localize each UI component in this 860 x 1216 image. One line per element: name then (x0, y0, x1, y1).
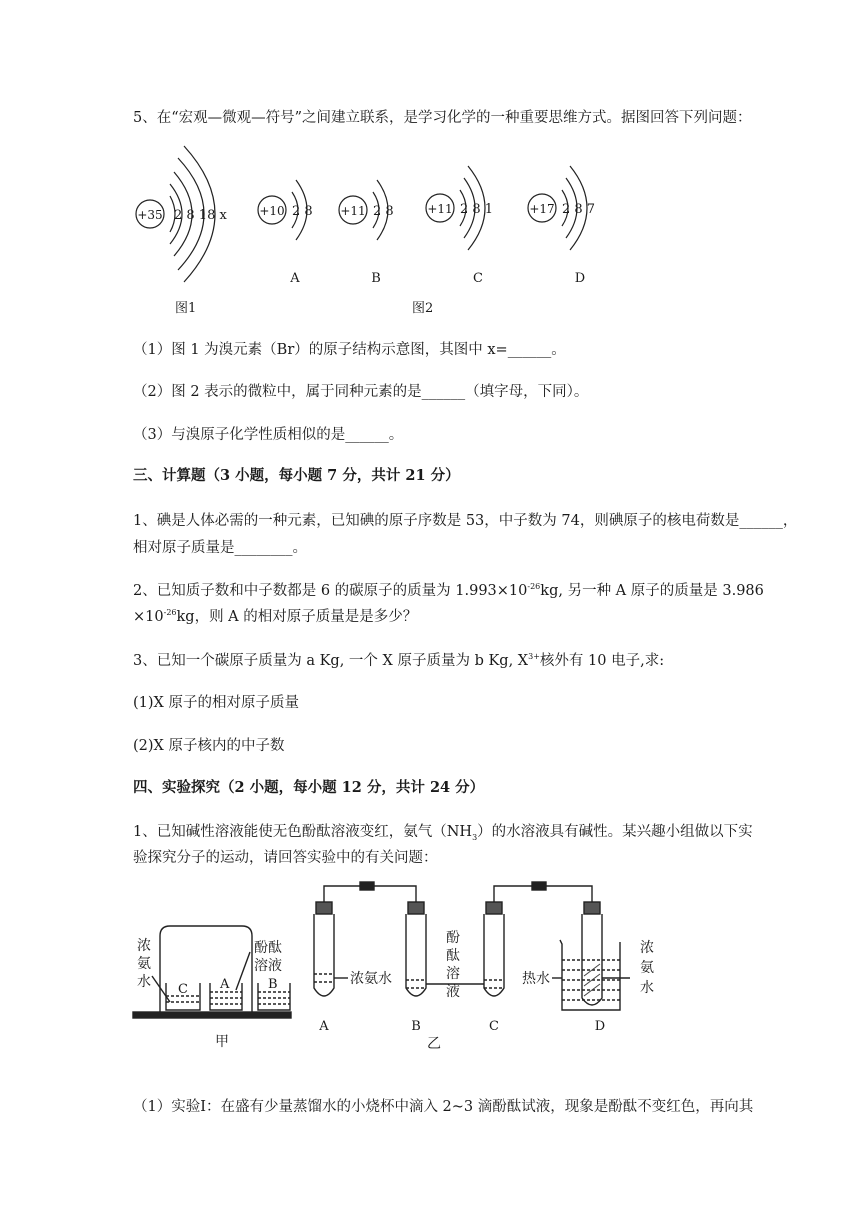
s3-q2-line1-b: kg, 另一种 A 原子的质量是 3.986 (540, 583, 764, 599)
q5-sub1: （1）图 1 为溴元素（Br）的原子结构示意图，其图中 x=______。 (133, 342, 566, 358)
s3-q3-s2: (2)X 原子核内的中子数 (133, 738, 285, 754)
jia-bell-jar (160, 926, 252, 1012)
s3-q2-line2-a: ×10 (133, 609, 164, 625)
fig2-caption: 图2 (412, 301, 434, 316)
yi-ammonia2-label-1: 浓 (640, 940, 654, 956)
particle-a-nucleus-label: +10 (259, 204, 285, 218)
s4-q1-line1-sub: 3 (472, 832, 478, 842)
q5-sub2: （2）图 2 表示的微粒中，属于同种元素的是______（填字母，下同）。 (133, 384, 589, 400)
particle-d-nucleus-label: +17 (529, 202, 555, 216)
particle-b-letter: B (371, 271, 381, 286)
particle-a-letter: A (290, 271, 300, 286)
particle-a-shells-label: 2 8 (292, 204, 313, 219)
particle-c-shells-label: 2 8 1 (460, 202, 494, 217)
s3-q3-a: 3、已知一个碳原子质量为 a Kg, 一个 X 原子质量为 b Kg, X (133, 653, 529, 669)
yi-tube-c: C (489, 1019, 499, 1034)
atom-structure-figure (0, 140, 860, 360)
s3-q2-line2 (133, 605, 417, 626)
yi-tube-d: D (594, 1019, 606, 1034)
s3-q2-line2-exp: -26 (163, 608, 177, 618)
yi-ammonia2-label-3: 水 (640, 980, 654, 996)
s4-exp1: （1）实验Ⅰ：在盛有少量蒸馏水的小烧杯中滴入 2~3 滴酚酞试液，现象是酚酞不变红色，再向其 (133, 1099, 754, 1115)
tube-a-stopper (316, 902, 332, 914)
experiment-figure (0, 880, 860, 1080)
section3-title: 三、计算题（3 小题，每小题 7 分，共计 21 分） (133, 467, 460, 484)
s3-q2-line1-a: 2、已知质子数和中子数都是 6 的碳原子的质量为 1.993×10 (133, 583, 528, 599)
tube-b (406, 914, 426, 996)
s3-q1-line2: 相对原子质量是________。 (133, 540, 307, 556)
tube-c-stopper (486, 902, 502, 914)
fig1-nucleus-label: +35 (137, 208, 163, 222)
tube-b-stopper (408, 902, 424, 914)
s3-q3 (133, 649, 664, 670)
s4-q1-line1-b: ）的水溶液具有碱性。某兴趣小组做以下实 (477, 824, 753, 840)
s4-q1-line1-a: 1、已知碱性溶液能使无色酚酞溶液变红，氨气（NH (133, 824, 473, 840)
section4-title: 四、实验探究（2 小题，每小题 12 分，共计 24 分） (133, 779, 485, 796)
s3-q3-sup: 3+ (528, 652, 540, 662)
q5-sub3: （3）与溴原子化学性质相似的是______。 (133, 427, 404, 443)
yi-phenol-label-3: 溶 (446, 966, 460, 982)
yi-hot-water-label: 热水 (522, 971, 550, 987)
jia-ammonia-label-2: 氨 (137, 956, 151, 972)
particle-d-letter: D (574, 271, 586, 286)
yi-ammonia-label: 浓氨水 (350, 971, 392, 987)
jia-caption: 甲 (215, 1034, 229, 1050)
particle-d-shells-label: 2 8 7 (562, 202, 596, 217)
jia-beaker-c: C (178, 982, 188, 997)
s3-q1-line1: 1、碘是人体必需的一种元素，已知碘的原子序数是 53，中子数为 74，则碘原子的核电荷数是______， (133, 513, 798, 529)
particle-b-nucleus-label: +11 (340, 204, 366, 218)
s3-q2-line1 (133, 579, 764, 600)
tube-c (484, 914, 504, 996)
s4-q1-line1 (133, 820, 753, 841)
tube-a (314, 914, 334, 996)
yi-phenol-label-4: 液 (446, 984, 460, 1000)
yi-tube-b: B (411, 1019, 421, 1034)
yi-phenol-label-1: 酚 (446, 930, 460, 946)
s3-q2-line1-exp: -26 (527, 582, 541, 592)
s4-q1-line2: 验探究分子的运动，请回答实验中的有关问题： (133, 850, 438, 866)
s3-q2-line2-b: kg，则 A 的相对原子质量是是多少？ (176, 609, 418, 625)
jia-beaker-b: B (268, 977, 278, 992)
jia-phenol-label-1: 酚酞 (254, 940, 282, 956)
tube-d-stopper (584, 902, 600, 914)
jia-ammonia-label-3: 水 (137, 974, 151, 990)
yi-tube-a: A (319, 1019, 329, 1034)
jia-ammonia-label-1: 浓 (137, 938, 151, 954)
q5-intro: 5、在“宏观—微观—符号”之间建立联系，是学习化学的一种重要思维方式。据图回答下列问题： (133, 110, 752, 126)
particle-b-shells-label: 2 8 (373, 204, 394, 219)
particle-c-nucleus-label: +11 (427, 202, 453, 216)
s3-q3-b: 核外有 10 电子,求: (539, 653, 665, 669)
jia-beaker-a: A (220, 977, 230, 992)
particle-c-letter: C (473, 271, 483, 286)
jia-table (133, 1012, 291, 1018)
yi-ammonia2-label-2: 氨 (640, 960, 654, 976)
jia-phenol-label-2: 溶液 (254, 958, 282, 974)
fig1-shells-label: 2 8 18 x (174, 208, 227, 223)
fig1-caption: 图1 (175, 301, 197, 316)
yi-caption: 乙 (427, 1036, 441, 1052)
s3-q3-s1: (1)X 原子的相对原子质量 (133, 695, 299, 711)
yi-phenol-label-2: 酞 (446, 948, 460, 964)
